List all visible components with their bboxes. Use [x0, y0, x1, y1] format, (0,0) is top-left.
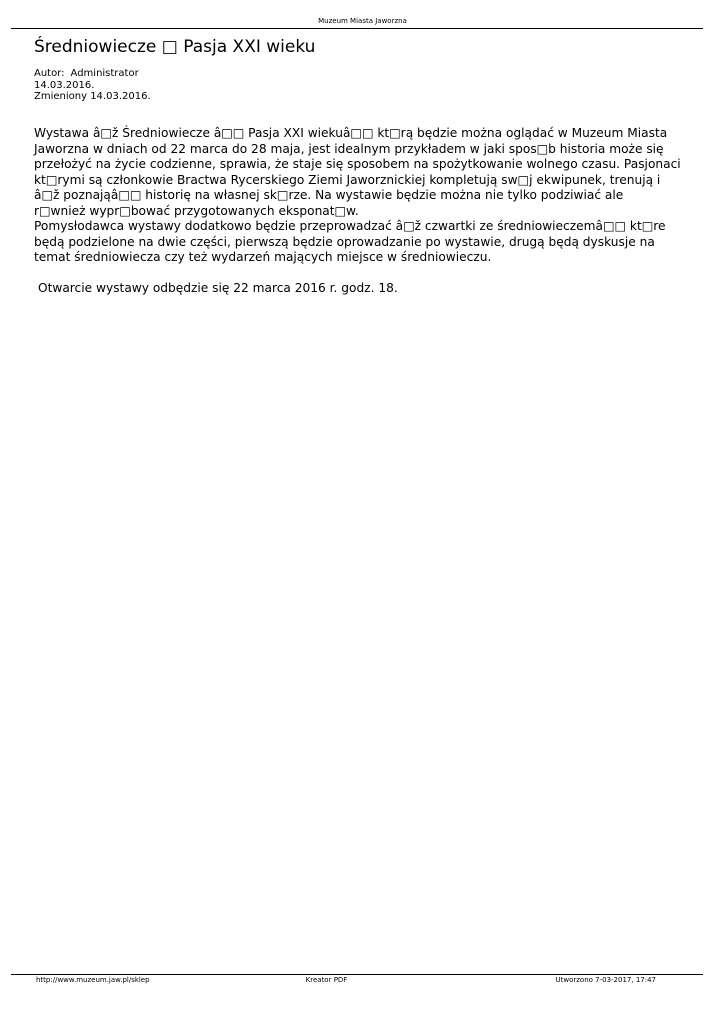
body-line: r□wnież wypr□bować przygotowanych eksponat□w. [34, 203, 359, 218]
author-line [34, 68, 434, 80]
site-name: Muzeum Miasta Jaworzna [318, 17, 407, 25]
article-title: Średniowiecze □ Pasja XXI wieku [34, 37, 316, 57]
author-name: Administrator [70, 68, 139, 79]
body-line: â□ž poznająâ□□ historię na własnej sk□rze. Na wystawie będzie można nie tylko podziwiać ale [34, 188, 624, 202]
author-label: Autor: [34, 68, 65, 79]
body-line: Pomysłodawca wystawy dodatkowo będzie przeprowadzać â□ž czwartki ze średniowieczemâ□□ kt□re [34, 219, 666, 233]
footer-generator: Kreator PDF [305, 976, 348, 984]
header-divider [11, 28, 703, 29]
article-body [34, 126, 694, 297]
body-line: temat średniowiecza czy też wydarzeń mających miejsce w średniowieczu. [34, 250, 492, 264]
page-footer [0, 976, 725, 986]
body-line: Wystawa â□ž Średniowiecze â□□ Pasja XXI wiekuâ□□ kt□rą będzie można oglądać w Muzeum Miasta [34, 126, 668, 140]
paragraph-spacer [34, 266, 694, 282]
modified-date: Zmieniony 14.03.2016. [34, 91, 151, 102]
opening-announcement: Otwarcie wystawy odbędzie się 22 marca 2016 r. godz. 18. [38, 281, 398, 295]
body-line: przełożyć na życie codzienne, sprawia, że staje się sposobem na spożytkowanie wolnego czasu. Pasjonaci [34, 157, 681, 171]
body-line: będą podzielone na dwie części, pierwszą będzie oprowadzanie po wystawie, drugą będą dyskusje na [34, 234, 655, 249]
body-line: Jaworzna w dniach od 22 marca do 28 maja, jest idealnym przykładem w jaki spos□b historia może się [34, 141, 664, 156]
footer-divider [11, 974, 703, 975]
publish-date: 14.03.2016. [34, 79, 95, 91]
footer-created-date: Utworzono 7-03-2017, 17:47 [555, 976, 656, 984]
article-meta [34, 68, 434, 103]
page-header [0, 17, 725, 26]
body-line: kt□rymi są członkowie Bractwa Rycerskiego Ziemi Jaworznickiej kompletują sw□j ekwipunek, trenują i [34, 172, 661, 187]
footer-url-link[interactable]: http://www.muzeum.jaw.pl/sklep [36, 976, 150, 984]
